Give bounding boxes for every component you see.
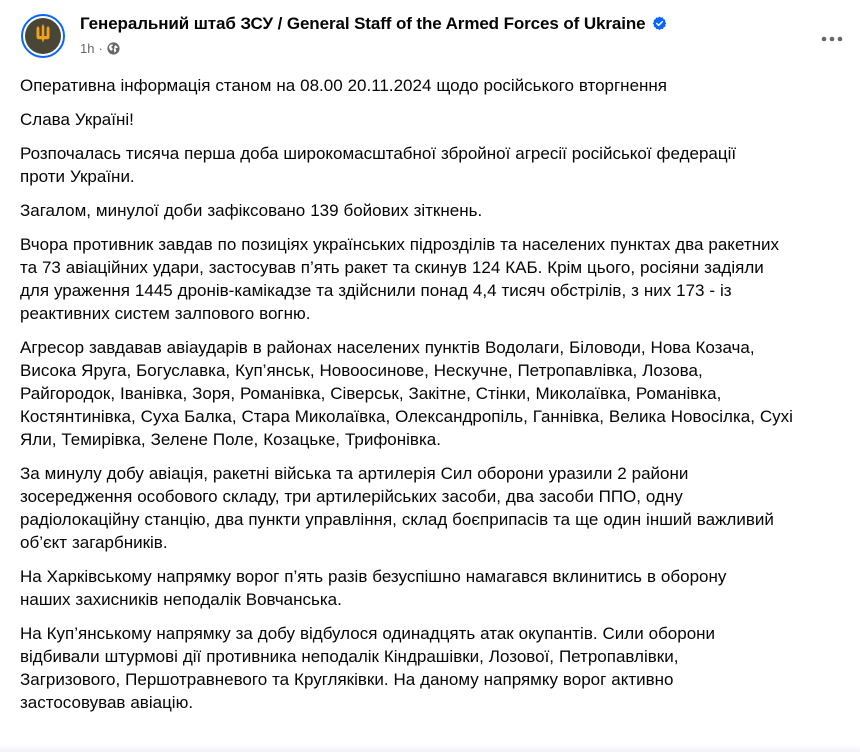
post-paragraph (20, 233, 856, 325)
post-paragraph (20, 336, 856, 451)
post-text-line: об’єкт загарбників. (20, 533, 168, 552)
post-paragraph (20, 199, 856, 222)
bottom-divider (0, 745, 860, 752)
meta-separator: · (98, 41, 103, 56)
more-options-button[interactable] (814, 24, 850, 52)
post-meta (80, 41, 120, 56)
trident-emblem-icon (35, 24, 51, 49)
post-paragraph (20, 74, 856, 97)
post-text-line: Загризового, Першотравневого та Кругляківки. На даному напрямку ворог активно (20, 670, 674, 689)
post-paragraph (20, 462, 856, 554)
post-text-line: радіолокаційну станцію, два пункти управління, склад боєприпасів та ще один інший важливий (20, 510, 774, 529)
post-text-line: Вчора противник завдав по позиціях українських підрозділів та населених пунктах два ракетних (20, 235, 779, 254)
post-text-line: зосередження особового складу, три артилерійських засоби, два засоби ППО, одну (20, 487, 683, 506)
avatar-inner (25, 18, 61, 54)
post-header (0, 0, 860, 70)
more-horizontal-icon (821, 29, 843, 47)
post-text-line: наших захисників неподалік Вовчанська. (20, 590, 342, 609)
post-text-line: Агресор завдавав авіаударів в районах населених пунктів Водолаги, Біловоди, Нова Козача, (20, 338, 755, 357)
globe-icon[interactable] (107, 42, 120, 55)
post-text-line: проти України. (20, 167, 135, 186)
post-text-line: реактивних систем залпового вогню. (20, 304, 311, 323)
author-line (80, 14, 667, 34)
post-text-line: За минулу добу авіація, ракетні війська та артилерія Сил оборони уразили 2 райони (20, 464, 689, 483)
post-text-line: застосовував авіацію. (20, 693, 194, 712)
verified-badge-icon (652, 16, 667, 31)
post-timestamp-link[interactable]: 1h (80, 41, 95, 56)
post-paragraph (20, 142, 856, 188)
post-text-line: Розпочалась тисяча перша доба широкомасштабної збройної агресії російської федерації (20, 144, 737, 163)
post-text-line: відбивали штурмові дії противника неподалік Кіндрашівки, Лозової, Петропавлівки, (20, 647, 679, 666)
post-text-line: та 73 авіаційних удари, застосував п’ять ракет та скинув 124 КАБ. Крім цього, росіяни задіяли (20, 258, 764, 277)
post-text-line: для ураження 1445 дронів-камікадзе та здійснили понад 4,4 тисяч обстрілів, з них 173 - із (20, 281, 732, 300)
post-text-line: На Харківському напрямку ворог п’ять разів безуспішно намагався вклинитись в оборону (20, 567, 727, 586)
post-text-line: Загалом, минулої доби зафіксовано 139 бойових зіткнень. (20, 201, 483, 220)
post-text-line: Костянтинівка, Суха Балка, Стара Миколаївка, Олександропіль, Ганнівка, Велика Новосілка, Сухі (20, 407, 793, 426)
author-name-link[interactable]: Генеральний штаб ЗСУ / General Staff of the Armed Forces of Ukraine (80, 14, 646, 33)
post-body (20, 74, 856, 725)
post-paragraph (20, 108, 856, 131)
post-paragraph (20, 622, 856, 714)
post-text-line: Райгородок, Іванівка, Зоря, Романівка, Сіверськ, Закітне, Стінки, Миколаївка, Романівка, (20, 384, 722, 403)
avatar[interactable] (21, 14, 65, 58)
post-text-line: На Куп’янському напрямку за добу відбулося одинадцять атак окупантів. Сили оборони (20, 624, 716, 643)
post-text-line: Слава Україні! (20, 110, 134, 129)
post-text-line: Оперативна інформація станом на 08.00 20.11.2024 щодо російського вторгнення (20, 76, 668, 95)
post-text-line: Висока Яруга, Богуславка, Куп’янськ, Новоосинове, Нескучне, Петропавлівка, Лозова, (20, 361, 703, 380)
post-paragraph (20, 565, 856, 611)
post-text-line: Яли, Темирівка, Зелене Поле, Козацьке, Трифонівка. (20, 430, 441, 449)
